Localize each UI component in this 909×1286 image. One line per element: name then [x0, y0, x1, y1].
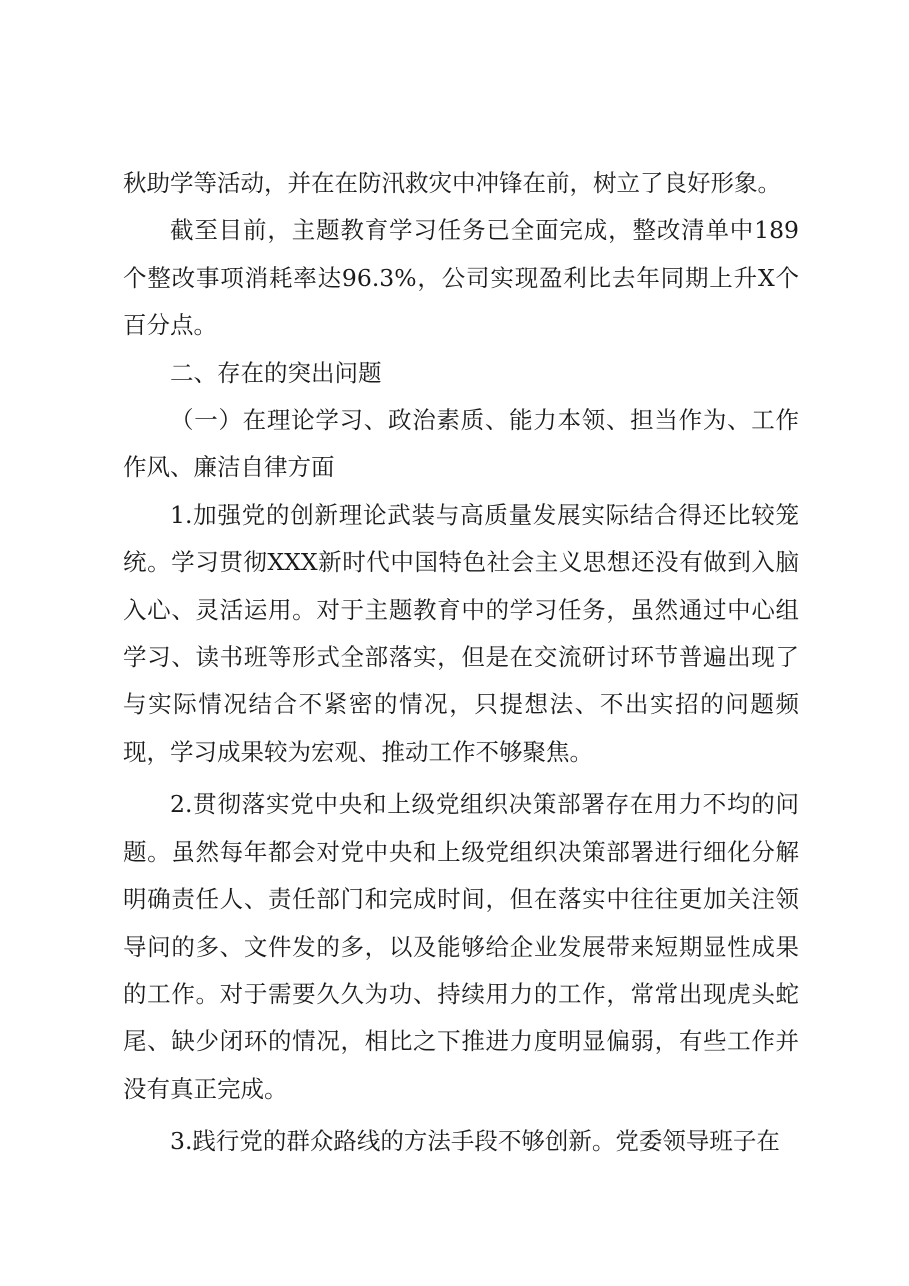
document-body — [123, 160, 799, 1166]
section-heading-problems: 二、存在的突出问题 — [170, 358, 382, 387]
paragraph-item-1: 1.加强党的创新理论武装与高质量发展实际结合得还比较笼统。学习贯彻XXX新时代中国特色社会主义思想还没有做到入脑入心、灵活运用。对于主题教育中的学习任务，虽然通过中心组学习、读书班等形式全部落实，但是在交流研讨环节普遍出现了与实际情况结合不紧密的情况，只提想法、不出实招的问题频现，学习成果较为宏观、推动工作不够聚焦。 — [123, 500, 799, 766]
paragraph-continuation: 秋助学等活动，并在在防汛救灾中冲锋在前，树立了良好形象。 — [123, 169, 781, 197]
subsection-heading-1: （一）在理论学习、政治素质、能力本领、担当作为、工作作风、廉洁自律方面 — [123, 406, 799, 482]
paragraph-item-3: 3.践行党的群众路线的方法手段不够创新。党委领导班子在 — [170, 1127, 780, 1156]
paragraph-progress-summary: 截至目前，主题教育学习任务已全面完成，整改清单中189个整改事项消耗率达96.3%，公司实现盈利比去年同期上升X个百分点。 — [123, 216, 799, 340]
paragraph-item-2: 2.贯彻落实党中央和上级党组织决策部署存在用力不均的问题。虽然每年都会对党中央和上级党组织决策部署进行细化分解明确责任人、责任部门和完成时间，但在落实中往往更加关注领导问的多、文件发的多，以及能够给企业发展带来短期显性成果的工作。对于需要久久为功、持续用力的工作，常常出现虎头蛇尾、缺少闭环的情况，相比之下推进力度明显偏弱，有些工作并没有真正完成。 — [123, 790, 799, 1103]
